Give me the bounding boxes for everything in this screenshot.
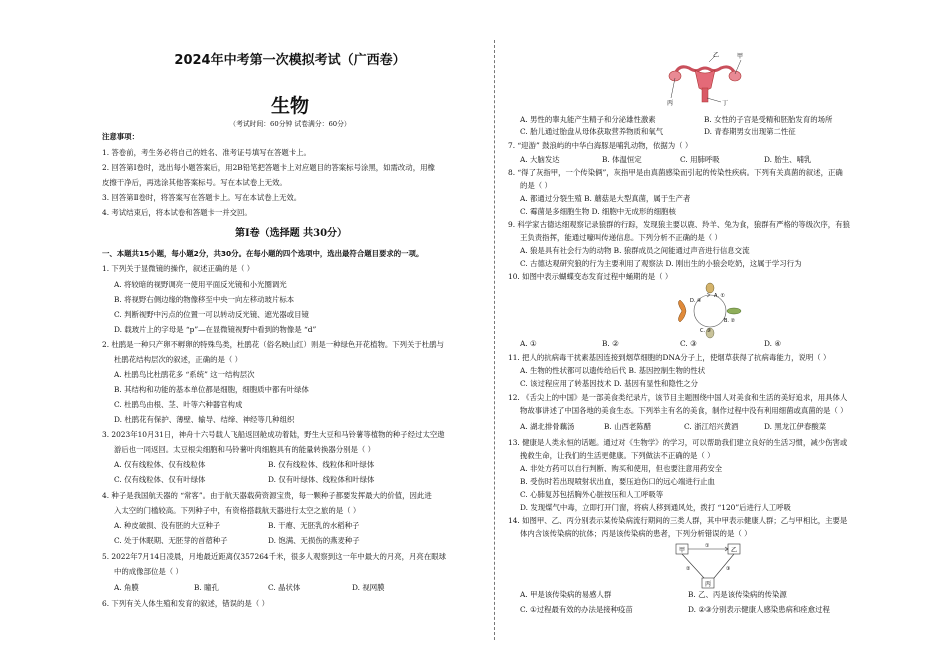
option: A. 男性的睾丸能产生精子和分泌雄性激素 xyxy=(520,115,656,124)
option-line: A. 生物的性状都可以遗传给后代 B. 基因控制生物的性状 xyxy=(520,366,706,375)
option-line: A. 狼是具有社会行为的动物 B. 狼群成员之间能通过声音进行信息交流 xyxy=(520,246,750,255)
option: B. 仅有线粒体、线粒体和叶绿体 xyxy=(268,460,375,469)
uterus-label: 乙 xyxy=(713,52,720,59)
option: B. 山西老陈醋 xyxy=(604,422,652,431)
question-line: 4. 种子是我国航天器的 “常客”。由于航天器载荷资源宝贵，每一颗种子都要发挥最大的价值，因此进 xyxy=(102,491,432,500)
stage-label: A. ① xyxy=(714,293,725,299)
uterus-diagram xyxy=(665,52,745,108)
option: D. 饱满、无损伤的燕麦种子 xyxy=(268,536,360,545)
question-line: 游后也一同返回。太豆根尖细胞和马铃薯叶肉细胞具有的能量转换器分别是（ ） xyxy=(114,445,376,454)
option-line: C. 判断视野中污点的位置一可以转动反光镜、遮光器或目镜 xyxy=(114,310,309,319)
option: C. ③ xyxy=(680,339,697,348)
group-label: 乙 xyxy=(731,547,738,554)
question-line: 王负责指挥，能通过嚎叫传递信息。下列分析不正确的是（ ） xyxy=(520,233,722,242)
option: B. 女性的子宫是受精和胚胎发育的场所 xyxy=(704,115,833,124)
option: C. 仅有线粒体、仅有叶绿体 xyxy=(114,475,206,484)
question-line: 9. 科学家古德达细观察记录狼群的行踪，发现狼主要以鹿、羚羊、兔为食，狼群有严格的等级次序，有狼 xyxy=(508,220,850,229)
option: B. ② xyxy=(602,339,619,348)
option: C. 处于休眠期、无胚芽的首蓿种子 xyxy=(114,536,228,545)
option: D. ④ xyxy=(764,339,781,348)
question-line: 1. 下列关于显微镜的操作，叙述正确的是（ ） xyxy=(102,264,255,273)
option: B. 乙、丙是该传染病的传染源 xyxy=(688,590,787,599)
section-instruction: 一、本题共15小题，每小题2分，共30分。在每小题的四个选项中，选出最符合题目要求的一项。 xyxy=(102,249,424,258)
question-line: 12. 《舌尖上的中国》是一部美食类纪录片，该节目主题围绕中国人对美食和生活的美好追求，用具体人 xyxy=(508,393,848,402)
stage-label: B. ② xyxy=(724,318,736,324)
option: A. 甲是该传染病的易感人群 xyxy=(520,590,612,599)
question-line: 6. 下列有关人体生殖和发育的叙述，错误的是（ ） xyxy=(102,599,269,608)
option-line: A. 都通过分裂生殖 B. 蘑菇是大型真菌，属于生产者 xyxy=(520,194,691,203)
uterus-label: 丁 xyxy=(722,100,729,107)
option: D. 仅有叶绿体、线粒体和叶绿体 xyxy=(268,475,375,484)
stage-label: D. ④ xyxy=(690,298,702,304)
option: A. 湖北排骨藕汤 xyxy=(520,422,575,431)
option-line: A. 杜鹃鸟比杜鹃花多 “系统” 这一结构层次 xyxy=(114,370,255,379)
question-line: 7. “迎游” 鼓浪屿的中华白海豚是哺乳动物，依据为（ ） xyxy=(508,141,693,150)
question-line: 杜鹃花结构层次的叙述，正确的是（ ） xyxy=(114,355,242,364)
option: B. 干瘪、无胚乳的水稻种子 xyxy=(268,521,360,530)
section-title: 第Ⅰ卷（选择题 共30分） xyxy=(234,228,348,239)
question-line: 物故事讲述了中国各地的美食生态。下列举主有名的美食，制作过程中没有利用细菌或真菌的是（ ） xyxy=(520,406,848,415)
option-line: A. 非处方药可以自行判断、购买和使用，但也要注意用药安全 xyxy=(520,464,723,473)
uterus-label: 甲 xyxy=(737,53,744,60)
question-line: 挽救生命，让我们的生活更健康。下列做法不正确的是（ ） xyxy=(520,451,715,460)
question-line: 10. 如图中表示蝴蝶变态发育过程中蛹期的是（ ） xyxy=(508,272,673,281)
option: C. 胎儿通过胎盘从母体获取营养物质和氧气 xyxy=(520,127,664,136)
notes-heading: 注意事项： xyxy=(102,132,139,141)
option-line: B. 其结构和功能的基本单位都是细胞，细胞质中都有叶绿体 xyxy=(114,385,309,394)
step-label: ① xyxy=(705,543,710,549)
note-item: 2. 回答第Ⅰ卷时，选出每小题答案后，用2B铅笔把答题卡上对应题目的答案标号涂黑，如需改动，用橡 xyxy=(102,163,435,172)
option: D. 胎生、哺乳 xyxy=(764,155,812,164)
option: D. 黑龙江伊春酸菜 xyxy=(764,422,827,431)
subject-title: 生物 xyxy=(270,95,309,117)
question-line: 5. 2022年7月14日凌晨，月地最近距离仅357264千米，很多人观察到这一年中最大的月亮，月亮在眼球 xyxy=(102,552,446,561)
option: C. ①过程最有效的办法是接种疫苗 xyxy=(520,605,633,614)
note-item: 4. 考试结束后，将本试卷和答题卡一并交回。 xyxy=(102,208,252,217)
question-line: 的是（ ） xyxy=(520,181,552,190)
option: A. 大脑发达 xyxy=(520,155,560,164)
option: D. ②③分别表示健康人感染患病和痊愈过程 xyxy=(688,605,830,614)
option-line: A. 将较暗的视野调亮一使用平面反光镜和小光圈调光 xyxy=(114,280,287,289)
option-line: C. 心肺复苏包括胸外心脏按压和人工呼吸等 xyxy=(520,490,664,499)
option: C. 浙江绍兴黄酒 xyxy=(684,422,739,431)
option: C. 晶状体 xyxy=(268,583,301,592)
option-line: D. 载玻片上的字母是 “p”—在显微镜视野中看到的物像是 “d” xyxy=(114,325,317,334)
uterus-label: 丙 xyxy=(667,100,674,107)
option-line: B. 将视野右侧边缘的物像移至中央一向左移动玻片标本 xyxy=(114,295,295,304)
group-label: 甲 xyxy=(679,547,686,554)
option-line: C. 霉菌是多细胞生物 D. 细胞中无成形的细胞核 xyxy=(520,207,676,216)
option: A. ① xyxy=(520,339,537,348)
option-line: D. 发现煤气中毒，立即打开门窗，将病人移到通风处，拨打 “120”后进行人工呼吸 xyxy=(520,503,791,512)
column-divider xyxy=(494,40,495,640)
question-line: 入太空的门槛较高。下列种子中，有资格搭载航天器进行太空之旅的是（ ） xyxy=(114,506,361,515)
question-line: 体内含该传染病的抗体；丙是该传染病的患者，下列分析错误的是（ ） xyxy=(520,529,752,538)
question-line: 13. 健康是人类永恒的话题。通过对《生物学》的学习，可以帮助我们建立良好的生活习惯，减少伤害或 xyxy=(508,438,848,447)
option-line: C. 古德达观研究狼的行为主要利用了观察法 D. 刚出生的小狼会吃奶，这属于学习行为 xyxy=(520,259,802,268)
question-line: 3. 2023年10月31日，神舟十六号载人飞船返回舱成功着陆，野生大豆和马铃薯等植物的种子经过太空遨 xyxy=(102,430,445,439)
butterfly-lifecycle-diagram xyxy=(670,282,750,340)
option: B. 体温恒定 xyxy=(602,155,642,164)
note-item: 皮擦干净后，再选涂其他答案标号。写在本试卷上无效。 xyxy=(102,178,287,187)
option-line: C. 杜鹃鸟由根、茎、叶等六种器官构成 xyxy=(114,400,243,409)
question-line: 2. 杜鹃是一种只产卵不孵卵的特殊鸟类，杜鹃花（俗名映山红）则是一种绿色开花植物。下列关于杜鹃与 xyxy=(102,340,444,349)
exam-meta: （考试时间：60分钟 试卷满分：60分） xyxy=(229,120,351,128)
step-label: ② xyxy=(686,566,691,572)
note-item: 3. 回答第Ⅱ卷时，将答案写在答题卡上。写在本试卷上无效。 xyxy=(102,193,302,202)
option-line: B. 受伤时若出现喷射状出血，要压迫伤口的远心端进行止血 xyxy=(520,477,715,486)
note-item: 1. 答卷前，考生务必将自己的姓名、准考证号填写在答题卡上。 xyxy=(102,148,311,157)
option: D. 视网膜 xyxy=(352,583,385,592)
option: C. 用肺呼吸 xyxy=(680,155,720,164)
step-label: ③ xyxy=(726,566,731,572)
option: A. 种皮破损、没有胚的大豆种子 xyxy=(114,521,221,530)
option-line: D. 杜鹃花有保护、薄壁、输导、结缔、神经等几种组织 xyxy=(114,415,295,424)
option: D. 青春期男女出现第二性征 xyxy=(704,127,796,136)
question-line: 11. 把人的抗病毒干扰素基因连接到烟草细胞的DNA分子上，使烟草获得了抗病毒能力，说明（ ） xyxy=(508,353,831,362)
option: A. 仅有线粒体、仅有线粒体 xyxy=(114,460,206,469)
group-label: 丙 xyxy=(705,581,712,588)
option-line: C. 该过程应用了转基因技术 D. 基因有显性和隐性之分 xyxy=(520,379,699,388)
stage-label: C. ③ xyxy=(700,328,712,334)
question-line: 中的成像部位是（ ） xyxy=(114,567,183,576)
infection-flow-diagram xyxy=(674,540,744,592)
question-line: 14. 如图甲、乙、丙分别表示某传染病流行期间的三类人群，其中甲表示健康人群；乙与甲相比，主要是 xyxy=(508,516,848,525)
question-line: 8. “得了灰指甲，一个传染俩”，灰指甲是由真菌感染而引起的传染性疾病。下列有关真菌的叙述，正确 xyxy=(508,168,843,177)
option: A. 角膜 xyxy=(114,583,139,592)
option: B. 瞳孔 xyxy=(194,583,219,592)
exam-title: 2024年中考第一次模拟考试（广西卷） xyxy=(174,53,406,68)
